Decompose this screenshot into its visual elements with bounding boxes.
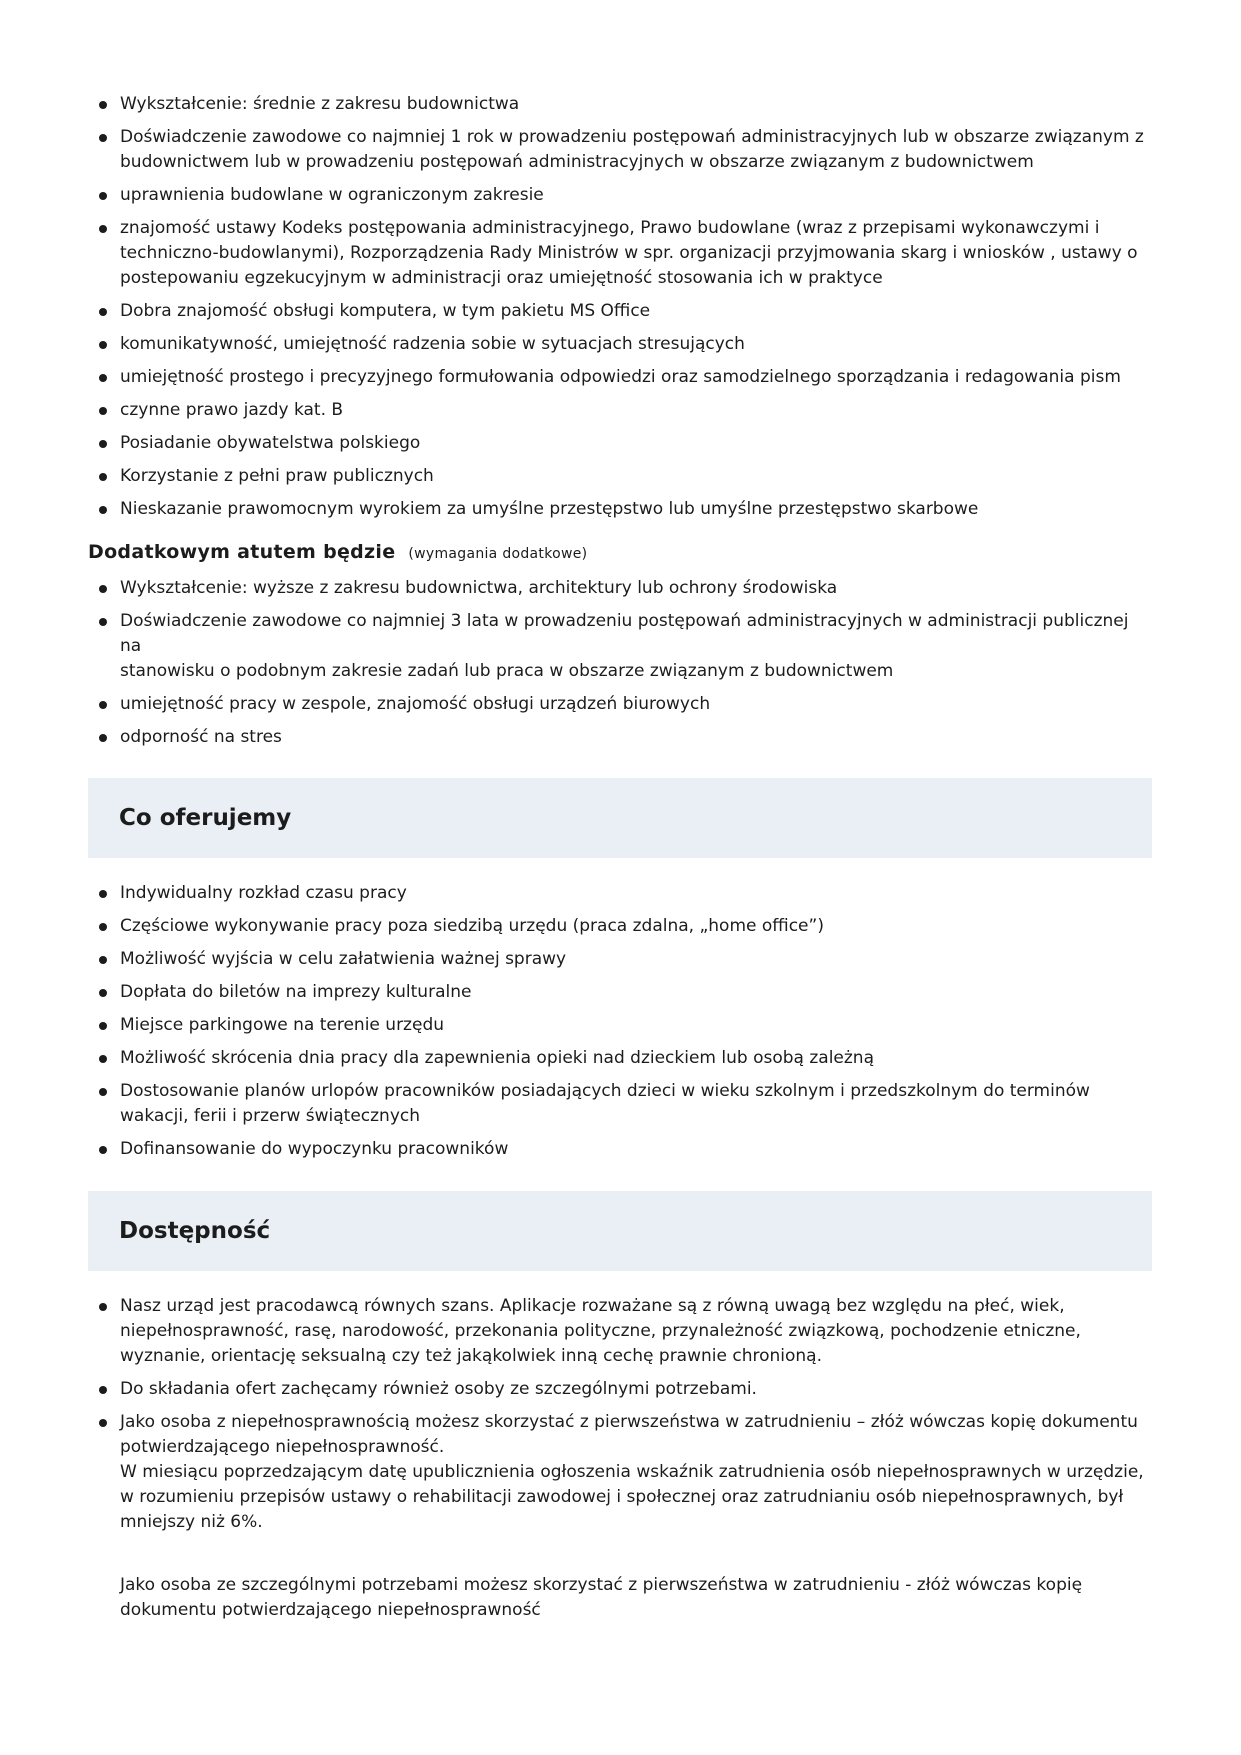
list-item: [88, 692, 1152, 717]
text-line: Korzystanie z pełni praw publicznych: [120, 466, 434, 486]
text-line: Jako osoba z niepełnosprawnością możesz skorzystać z pierwszeństwa w zatrudnieniu – złóż wówczas kopię dokumentu: [120, 1412, 1138, 1432]
list-item: [88, 216, 1152, 291]
requirements-list: [88, 92, 1152, 522]
text-line: komunikatywność, umiejętność radzenia sobie w sytuacjach stresujących: [120, 334, 745, 354]
text-line: mniejszy niż 6%.: [120, 1512, 263, 1532]
additional-requirements-list: [88, 576, 1152, 750]
offer-section-heading: Co oferujemy: [88, 778, 1152, 858]
list-item: [88, 1046, 1152, 1071]
text-line: Nieskazanie prawomocnym wyrokiem za umyślne przestępstwo lub umyślne przestępstwo skarbowe: [120, 499, 979, 519]
text-line: Miejsce parkingowe na terenie urzędu: [120, 1015, 445, 1035]
text-line: Dostosowanie planów urlopów pracowników posiadających dzieci w wieku szkolnym i przedszkolnym do terminów: [120, 1081, 1090, 1101]
text-line: wakacji, ferii i przerw świątecznych: [120, 1106, 421, 1126]
accessibility-closing-paragraph: [88, 1573, 1152, 1623]
additional-title: Dodatkowym atutem będzie: [88, 541, 396, 563]
list-item: [88, 914, 1152, 939]
list-item: [88, 365, 1152, 390]
list-item: [88, 431, 1152, 456]
text-line: Nasz urząd jest pracodawcą równych szans. Aplikacje rozważane są z równą uwagą bez względu na płeć, wiek,: [120, 1296, 1065, 1316]
list-item: [88, 1079, 1152, 1129]
text-line: Możliwość skrócenia dnia pracy dla zapewnienia opieki nad dzieckiem lub osobą zależną: [120, 1048, 874, 1068]
text-line: znajomość ustawy Kodeks postępowania administracyjnego, Prawo budowlane (wraz z przepisami wykonawczymi i: [120, 218, 1100, 238]
text-line: Posiadanie obywatelstwa polskiego: [120, 433, 421, 453]
text-line: w rozumieniu przepisów ustawy o rehabilitacji zawodowej i społecznej oraz zatrudnianiu osób niepełnosprawnych, był: [120, 1487, 1124, 1507]
list-item: [88, 332, 1152, 357]
list-item: [88, 92, 1152, 117]
list-item: [88, 576, 1152, 601]
text-line: Doświadczenie zawodowe co najmniej 3 lata w prowadzeniu postępowań administracyjnych w administracji publicznej na: [120, 611, 1129, 656]
text-line: stanowisku o podobnym zakresie zadań lub praca w obszarze związanym z budownictwem: [120, 661, 894, 681]
list-item: [88, 299, 1152, 324]
text-line: Wykształcenie: średnie z zakresu budownictwa: [120, 94, 520, 114]
document-content: [88, 92, 1152, 1623]
additional-requirements-heading: [88, 541, 1152, 563]
text-line: dokumentu potwierdzającego niepełnosprawność: [120, 1600, 541, 1620]
text-line: Doświadczenie zawodowe co najmniej 1 rok w prowadzeniu postępowań administracyjnych lub w obszarze związanym z: [120, 127, 1144, 147]
list-item: [88, 1137, 1152, 1162]
text-line: umiejętność pracy w zespole, znajomość obsługi urządzeń biurowych: [120, 694, 711, 714]
accessibility-section-heading: Dostępność: [88, 1191, 1152, 1271]
text-line: Do składania ofert zachęcamy również osoby ze szczególnymi potrzebami.: [120, 1379, 757, 1399]
text-line: postepowaniu egzekucyjnym w administracji oraz umiejętność stosowania ich w praktyce: [120, 268, 883, 288]
text-line: budownictwem lub w prowadzeniu postępowań administracyjnych w obszarze związanym z budownictwem: [120, 152, 1034, 172]
text-line: W miesiącu poprzedzającym datę upublicznienia ogłoszenia wskaźnik zatrudnienia osób niepełnosprawnych w urzędzie,: [120, 1462, 1144, 1482]
text-line: czynne prawo jazdy kat. B: [120, 400, 344, 420]
text-line: Częściowe wykonywanie pracy poza siedzibą urzędu (praca zdalna, „home office”): [120, 916, 824, 936]
text-line: Wykształcenie: wyższe z zakresu budownictwa, architektury lub ochrony środowiska: [120, 578, 838, 598]
additional-note: (wymagania dodatkowe): [408, 546, 588, 562]
text-line: Dobra znajomość obsługi komputera, w tym pakietu MS Office: [120, 301, 651, 321]
offer-list: [88, 881, 1152, 1162]
text-line: Dopłata do biletów na imprezy kulturalne: [120, 982, 472, 1002]
list-item: [88, 609, 1152, 684]
text-line: niepełnosprawność, rasę, narodowość, przekonania polityczne, przynależność związkową, pochodzenie etniczne,: [120, 1321, 1081, 1341]
list-item: [88, 881, 1152, 906]
text-line: odporność na stres: [120, 727, 282, 747]
text-line: Dofinansowanie do wypoczynku pracowników: [120, 1139, 509, 1159]
list-item: [88, 398, 1152, 423]
text-line: wyznanie, orientację seksualną czy też jakąkolwiek inną cechę prawnie chronioną.: [120, 1346, 822, 1366]
list-item: [88, 1013, 1152, 1038]
text-line: Możliwość wyjścia w celu załatwienia ważnej sprawy: [120, 949, 567, 969]
list-item: [88, 1294, 1152, 1369]
accessibility-list: [88, 1294, 1152, 1535]
list-item: [88, 183, 1152, 208]
text-line: Indywidualny rozkład czasu pracy: [120, 883, 407, 903]
list-item: [88, 1410, 1152, 1535]
text-line: uprawnienia budowlane w ograniczonym zakresie: [120, 185, 544, 205]
text-line: potwierdzającego niepełnosprawność.: [120, 1437, 445, 1457]
list-item: [88, 497, 1152, 522]
list-item: [88, 1377, 1152, 1402]
text-line: umiejętność prostego i precyzyjnego formułowania odpowiedzi oraz samodzielnego sporządzania i redagowania pism: [120, 367, 1121, 387]
list-item: [88, 464, 1152, 489]
list-item: [88, 125, 1152, 175]
list-item: [88, 947, 1152, 972]
list-item: [88, 980, 1152, 1005]
text-line: Jako osoba ze szczególnymi potrzebami możesz skorzystać z pierwszeństwa w zatrudnieniu - złóż wówczas kopię: [120, 1575, 1083, 1595]
text-line: techniczno-budowlanymi), Rozporządzenia Rady Ministrów w spr. organizacji przyjmowania skarg i wniosków , ustawy o: [120, 243, 1138, 263]
list-item: [88, 725, 1152, 750]
